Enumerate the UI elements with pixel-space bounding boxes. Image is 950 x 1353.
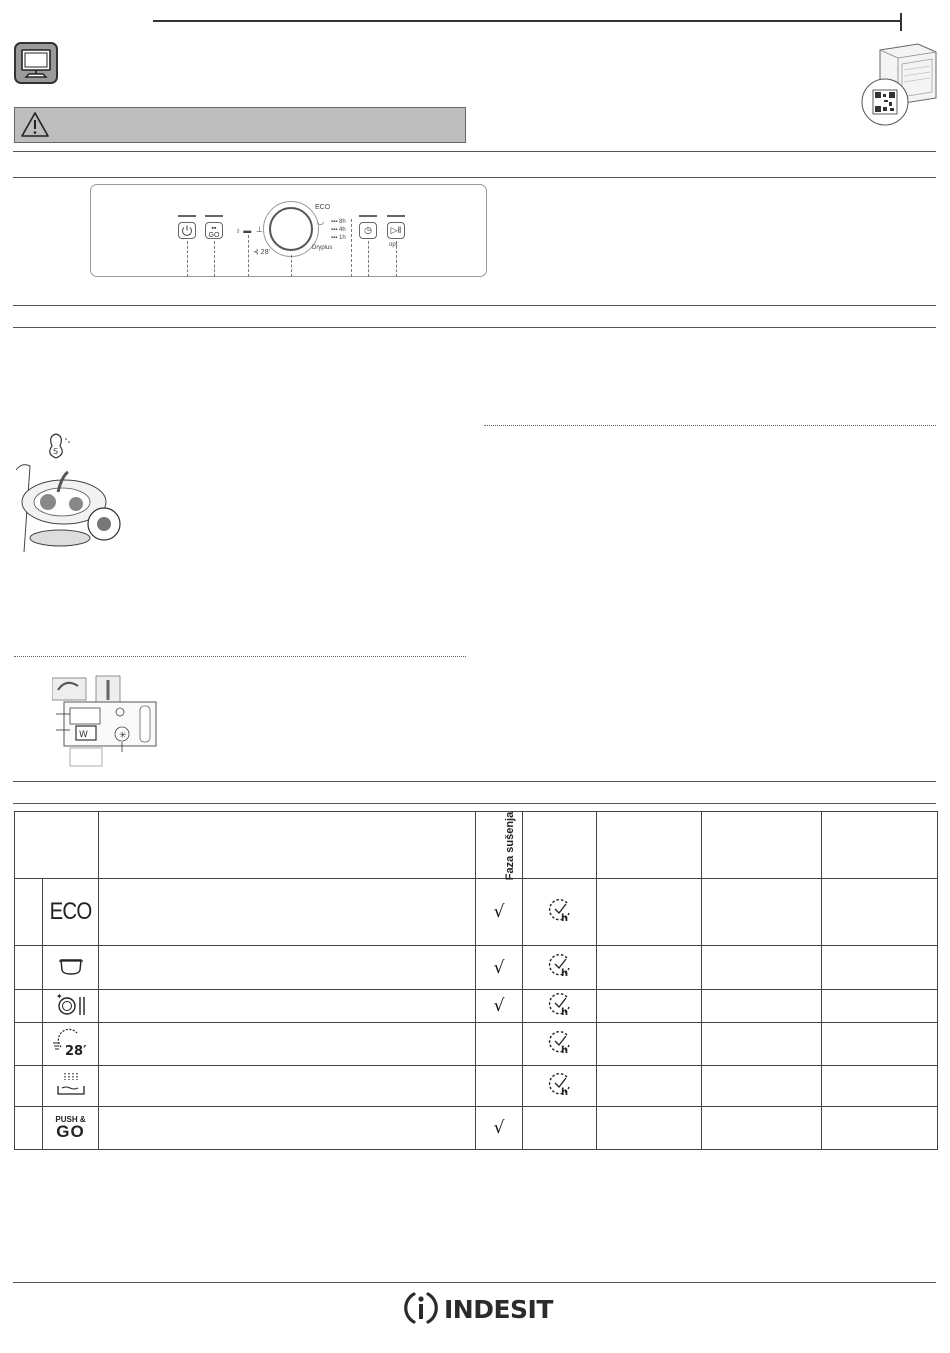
table-row xyxy=(15,879,938,946)
header-cell-energy xyxy=(822,812,938,879)
program-selector-dial[interactable] xyxy=(269,207,313,251)
section-rule-1 xyxy=(13,151,936,152)
section-rule-4 xyxy=(13,327,936,328)
pot-dial-icon: ◡ xyxy=(317,217,324,226)
svg-text:h: h xyxy=(560,1006,568,1017)
svg-text:W: W xyxy=(79,730,88,740)
table-row xyxy=(15,1066,938,1107)
indesit-logo-icon xyxy=(402,1290,440,1326)
table-row xyxy=(15,1107,938,1150)
dotted-separator-right xyxy=(484,425,936,426)
table-header-row xyxy=(15,812,938,879)
svg-text:h: h xyxy=(560,1044,568,1055)
drying-check: √ xyxy=(493,996,505,1016)
header-cell-program xyxy=(15,812,99,879)
warning-bar xyxy=(14,107,466,143)
table-row xyxy=(15,946,938,990)
section-rule-2 xyxy=(13,177,936,178)
delay-button[interactable] xyxy=(359,222,377,239)
header-cell-description xyxy=(99,812,476,879)
play-pause-icon: ▷‖ xyxy=(390,225,402,235)
section-rule-5 xyxy=(13,781,936,782)
header-rule-tick xyxy=(900,13,902,31)
pot-icon xyxy=(56,954,86,976)
detergent-dispenser-illustration xyxy=(52,672,162,772)
svg-text:h: h xyxy=(560,1086,568,1097)
delay-led-1h: ▪▪▪ 1h xyxy=(331,235,346,241)
header-rule xyxy=(153,20,901,22)
monitor-icon xyxy=(16,44,56,82)
monitor-icon-box xyxy=(14,42,58,84)
section-rule-3 xyxy=(13,305,936,306)
header-cell-drying xyxy=(476,812,523,879)
header-cell-water xyxy=(702,812,822,879)
sparkle-dishes-icon xyxy=(54,991,88,1017)
header-cell-duration xyxy=(597,812,702,879)
delay-clock-icon xyxy=(547,1029,573,1055)
warning-triangle-icon xyxy=(20,111,50,139)
drying-check: √ xyxy=(493,902,505,922)
svg-text:h: h xyxy=(560,968,568,978)
programs-table xyxy=(14,811,938,1150)
table-row xyxy=(15,1023,938,1066)
dishwasher-qr-illustration xyxy=(858,40,938,132)
salt-refill-illustration xyxy=(12,432,132,560)
svg-text:S: S xyxy=(53,447,59,456)
section-rule-6 xyxy=(13,803,936,804)
brand-name: INDESIT xyxy=(444,1295,553,1324)
table-row xyxy=(15,990,938,1023)
svg-text:✳: ✳ xyxy=(119,730,127,740)
power-button[interactable] xyxy=(178,222,196,239)
delay-led-8h: ▪▪▪ 8h xyxy=(331,219,346,225)
rinse-aid-indicator-icon: ⊥ xyxy=(256,225,263,234)
push-go-icon: PUSH & GO xyxy=(43,1107,99,1150)
delay-clock-icon: ◷ xyxy=(364,225,372,235)
quick-dial-icon: ⊰ 28′ xyxy=(253,249,270,256)
start-pause-button[interactable] xyxy=(387,222,405,239)
footer-rule xyxy=(13,1282,936,1283)
dryplus-label: Dryplus xyxy=(312,245,333,251)
control-panel xyxy=(90,184,487,277)
delay-clock-icon xyxy=(547,897,573,923)
delay-led-4h: ▪▪▪ 4h xyxy=(331,227,346,233)
svg-text:✦: ✦ xyxy=(55,991,63,1001)
dotted-separator-left xyxy=(14,656,466,657)
delay-clock-icon xyxy=(547,952,573,978)
prewash-icon xyxy=(54,1070,88,1098)
svg-text:28′: 28′ xyxy=(64,1043,87,1057)
qr-code-icon xyxy=(873,90,897,114)
opt-label: opt xyxy=(389,242,398,248)
drying-check: √ xyxy=(493,1118,505,1138)
eco-dial-label: ECO xyxy=(315,204,331,211)
push-go-button[interactable] xyxy=(205,222,223,239)
push-go-icon: ▪▪ GO xyxy=(208,225,220,239)
salt-indicator-icon: ♁ ▬ xyxy=(235,226,252,235)
delay-clock-icon xyxy=(547,1071,573,1097)
salt-icon xyxy=(50,434,70,458)
header-cell-delay xyxy=(523,812,597,879)
drying-phase-header: Faza sušenja xyxy=(504,811,517,881)
power-icon xyxy=(179,223,195,238)
drying-check: √ xyxy=(493,957,505,978)
svg-text:h: h xyxy=(560,912,568,923)
delay-clock-icon xyxy=(547,991,573,1017)
eco-icon: ECO xyxy=(43,879,99,946)
quick-28-icon xyxy=(43,1023,99,1066)
